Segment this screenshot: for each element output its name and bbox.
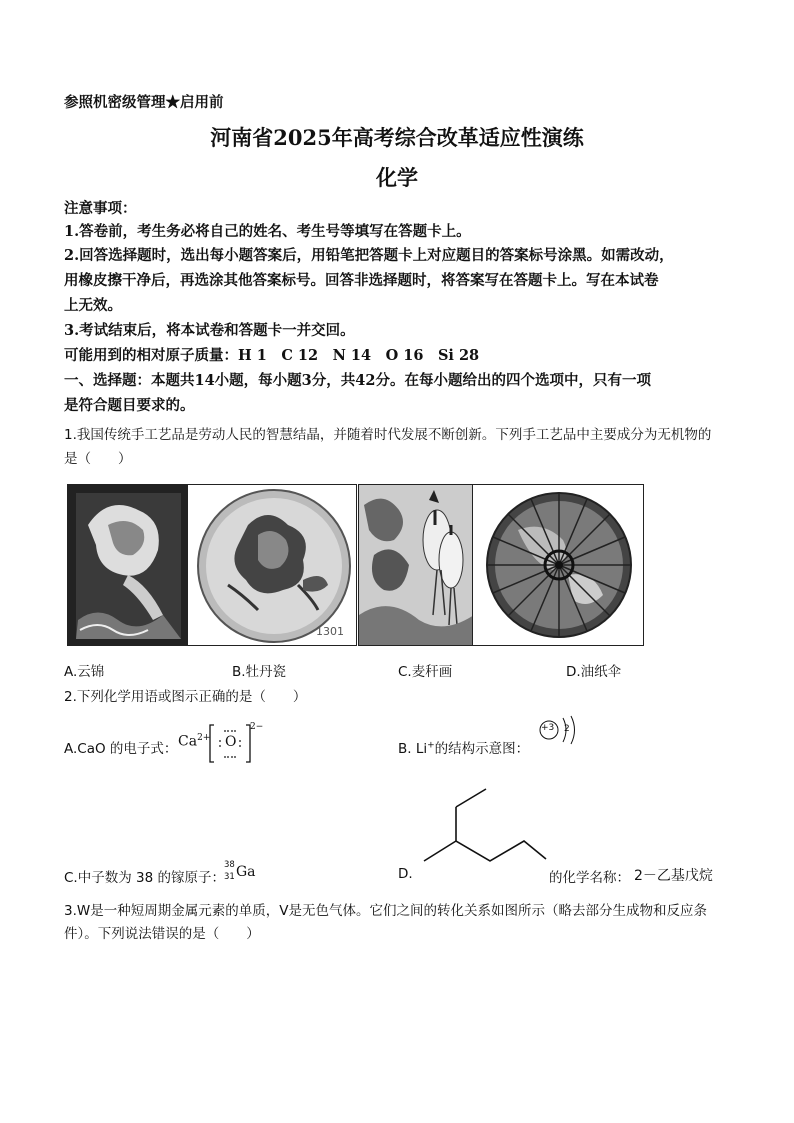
secret-level: 参照机密级管理★启用前 (64, 94, 224, 111)
gallium-symbol: Ga (236, 864, 256, 880)
structure-diagram-label: 的结构示意图： (434, 741, 530, 757)
notice-item-2-line-1: 2.回答选择题时，选出每小题答案后，用铅笔把答题卡上对应题目的答案标号涂黑。如需改动， (64, 247, 674, 264)
q1-option-b: B.牡丹瓷 (232, 664, 287, 680)
section-heading-line-2: 是符合题目要求的。 (64, 397, 195, 414)
q2-stem: 2.下列化学用语或图示正确的是（ ） (64, 689, 307, 705)
exam-title: 河南省2025年高考综合改革适应性演练 (210, 125, 584, 150)
peony-porcelain-image (187, 484, 357, 646)
oxide-charge: 2− (250, 722, 264, 732)
q1-option-c: C.麦秆画 (398, 664, 453, 680)
calcium-symbol: Ca (178, 733, 198, 750)
notice-item-1: 1.答卷前，考生务必将自己的姓名、考生号等填写在答题卡上。 (64, 223, 471, 240)
yunjin-brocade-image (67, 484, 188, 646)
q2-option-c-text: C.中子数为 38 的镓原子： (64, 870, 225, 886)
skeletal-structure-diagram (420, 785, 550, 865)
cao-electron-formula (178, 733, 210, 750)
lithium-ion-charge: + (427, 740, 435, 751)
q2-option-d-name-text: 的化学名称： (549, 870, 630, 886)
straw-painting-image (358, 484, 473, 646)
notice-item-2-line-2: 用橡皮擦干净后，再选涂其他答案标号。回答非选择题时，将答案写在答题卡上。写在本试卷 (64, 272, 659, 289)
q1-option-a: A.云锦 (64, 664, 105, 680)
q2-option-d-name: 2－乙基戊烷 (634, 868, 713, 884)
q2-option-b-text (398, 737, 529, 757)
q2-option-a-text: A.CaO 的电子式： (64, 741, 178, 757)
notice-heading: 注意事项： (64, 200, 137, 217)
q2-option-d-label: D. (398, 866, 413, 882)
gallium-mass-number: 38 (224, 860, 235, 870)
section-heading-line-1: 一、选择题：本题共14小题，每小题3分，共42分。在每小题给出的四个选项中，只有一项 (64, 372, 651, 389)
li-nucleus-charge: +3 (541, 723, 555, 733)
oil-paper-umbrella-image (472, 484, 644, 646)
gallium-atomic-number: 31 (224, 872, 235, 882)
lithium-ion-symbol: B. Li (398, 741, 428, 757)
calcium-charge: 2+ (197, 733, 211, 743)
li-shell-electrons: 2 (564, 724, 570, 734)
porcelain-watermark: 1301 (316, 625, 344, 638)
notice-item-2-line-3: 上无效。 (64, 297, 122, 314)
q1-option-d: D.油纸伞 (566, 664, 622, 680)
q1-stem-line-1: 1.我国传统手工艺品是劳动人民的智慧结晶，并随着时代发展不断创新。下列手工艺品中主要成分为无机物的 (64, 427, 712, 443)
subject-title: 化学 (376, 165, 418, 190)
oxygen-symbol: O (225, 734, 237, 750)
q3-stem-line-1: 3.W是一种短周期金属元素的单质，V是无色气体。它们之间的转化关系如图所示（略去部分生成物和反应条 (64, 903, 707, 919)
q1-stem-line-2: 是（ ） (64, 451, 132, 467)
notice-item-3: 3.考试结束后，将本试卷和答题卡一并交回。 (64, 322, 355, 339)
q3-stem-line-2: 件）。下列说法错误的是（ ） (64, 926, 260, 942)
atomic-masses: 可能用到的相对原子质量：H 1 C 12 N 14 O 16 Si 28 (64, 347, 480, 364)
